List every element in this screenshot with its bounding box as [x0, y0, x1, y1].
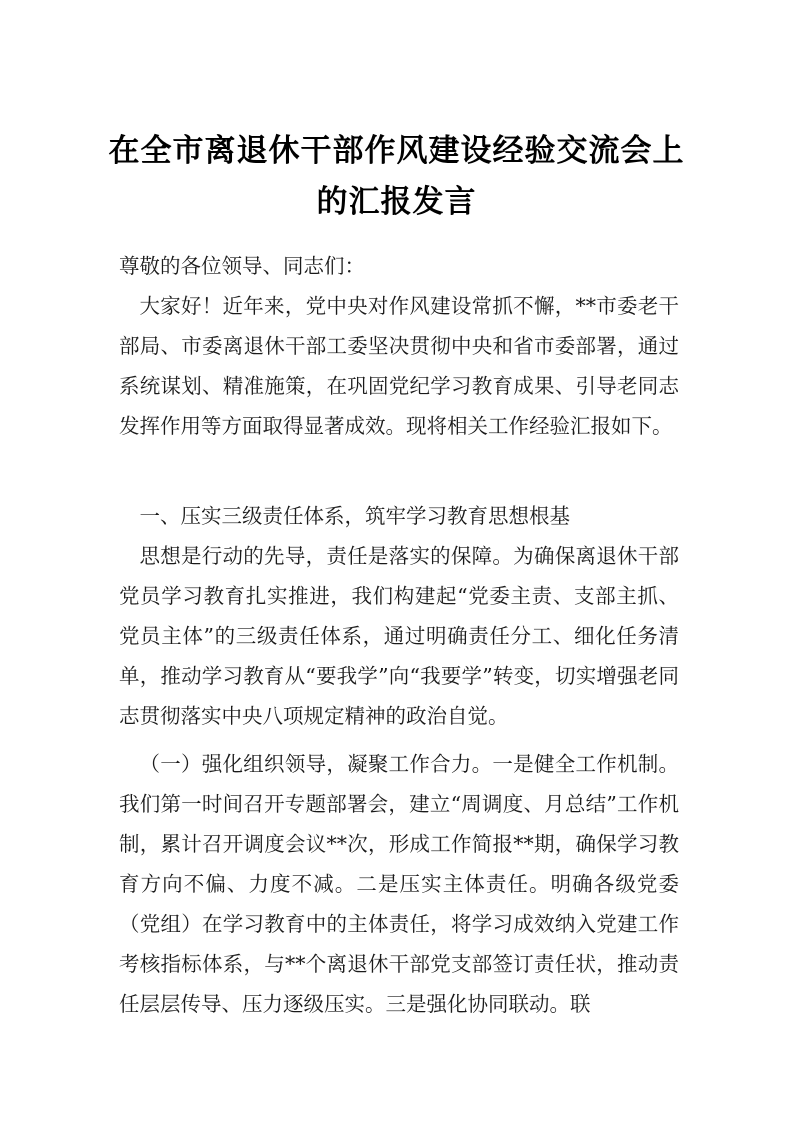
document-title-line1: 在全市离退休干部作风建设经验交流会上 — [108, 133, 685, 169]
salutation: 尊敬的各位领导、同志们： — [119, 254, 365, 278]
document-title-line2: 的汇报发言 — [316, 184, 477, 220]
section1-paragraph: 思想是行动的先导，责任是落实的保障。为确保离退休干部党员学习教育扎实推进，我们构建起“党委主责、支部主抓、党员主体”的三级责任体系，通过明确责任分工、细化任务清单，推动学习教育从“要我学”向“我要学”转变，切实增强老同志贯彻落实中央八项规定精神的政治自觉。 — [119, 544, 679, 728]
section-heading-1: 一、压实三级责任体系，筑牢学习教育思想根基 — [139, 504, 570, 528]
subsection1-paragraph: （一）强化组织领导，凝聚工作合力。一是健全工作机制。我们第一时间召开专题部署会，建立“周调度、月总结”工作机制，累计召开调度会议**次，形成工作简报**期，确保学习教育方向不偏、力度不减。二是压实主体责任。明确各级党委（党组）在学习教育中的主体责任，将学习成效纳入党建工作考核指标体系，与**个离退休干部党支部签订责任状，推动责任层层传导、压力逐级压实。三是强化协同联动。联 — [119, 752, 679, 1016]
intro-paragraph: 大家好！近年来，党中央对作风建设常抓不懈，**市委老干部局、市委离退休干部工委坚决贯彻中央和省市委部署，通过系统谋划、精准施策，在巩固党纪学习教育成果、引导老同志发挥作用等方面取得显著成效。现将相关工作经验汇报如下。 — [119, 294, 679, 438]
